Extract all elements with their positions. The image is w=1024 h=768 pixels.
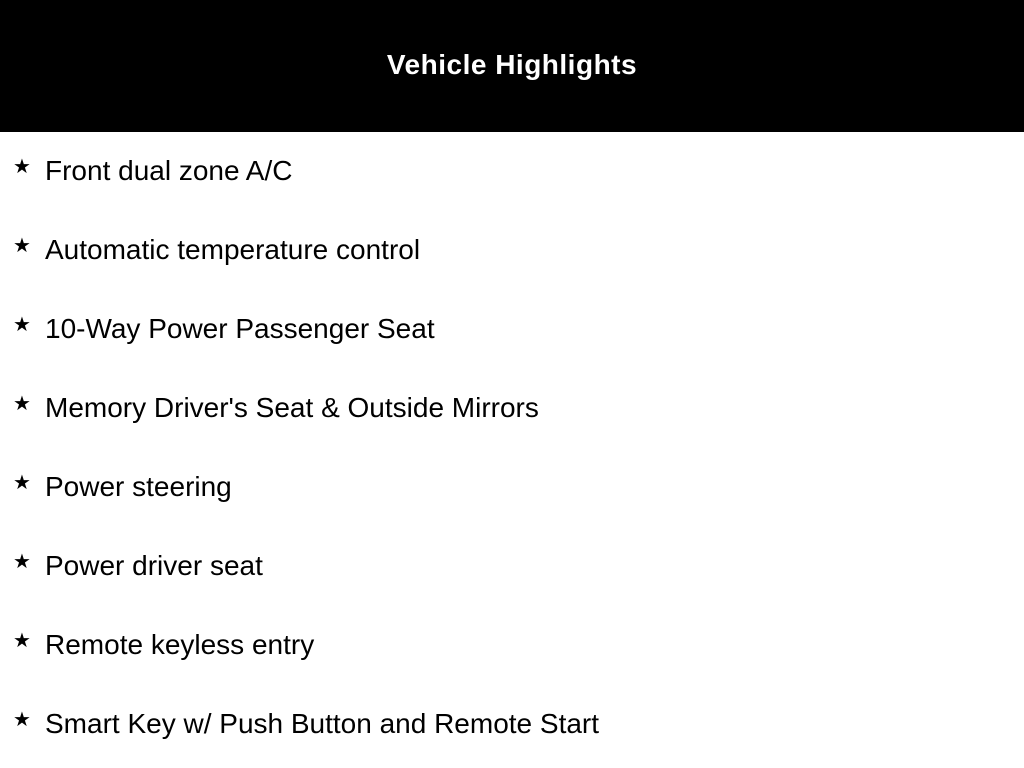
list-item (0, 315, 1024, 394)
star-icon: ★ (13, 235, 31, 257)
star-icon: ★ (13, 156, 31, 178)
star-icon: ★ (13, 551, 31, 573)
star-icon: ★ (13, 630, 31, 652)
star-icon: ★ (13, 314, 31, 336)
highlight-text: 10-Way Power Passenger Seat (45, 313, 435, 344)
highlights-list (0, 157, 1024, 768)
highlight-text: Power steering (45, 471, 232, 502)
list-item (0, 552, 1024, 631)
star-icon: ★ (13, 472, 31, 494)
list-item (0, 236, 1024, 315)
header-bar (0, 0, 1024, 132)
highlight-text: Automatic temperature control (45, 234, 421, 265)
page-title: Vehicle Highlights (386, 49, 638, 80)
highlight-text: Power driver seat (45, 550, 263, 581)
highlight-text: Remote keyless entry (45, 629, 315, 660)
star-icon: ★ (13, 709, 31, 731)
star-icon: ★ (13, 393, 31, 415)
list-item (0, 157, 1024, 236)
highlight-text: Front dual zone A/C (45, 155, 293, 186)
list-item (0, 631, 1024, 710)
list-item (0, 394, 1024, 473)
highlight-text: Smart Key w/ Push Button and Remote Start (45, 708, 600, 739)
list-item (0, 473, 1024, 552)
highlight-text: Memory Driver's Seat & Outside Mirrors (45, 392, 539, 423)
list-item (0, 710, 1024, 768)
